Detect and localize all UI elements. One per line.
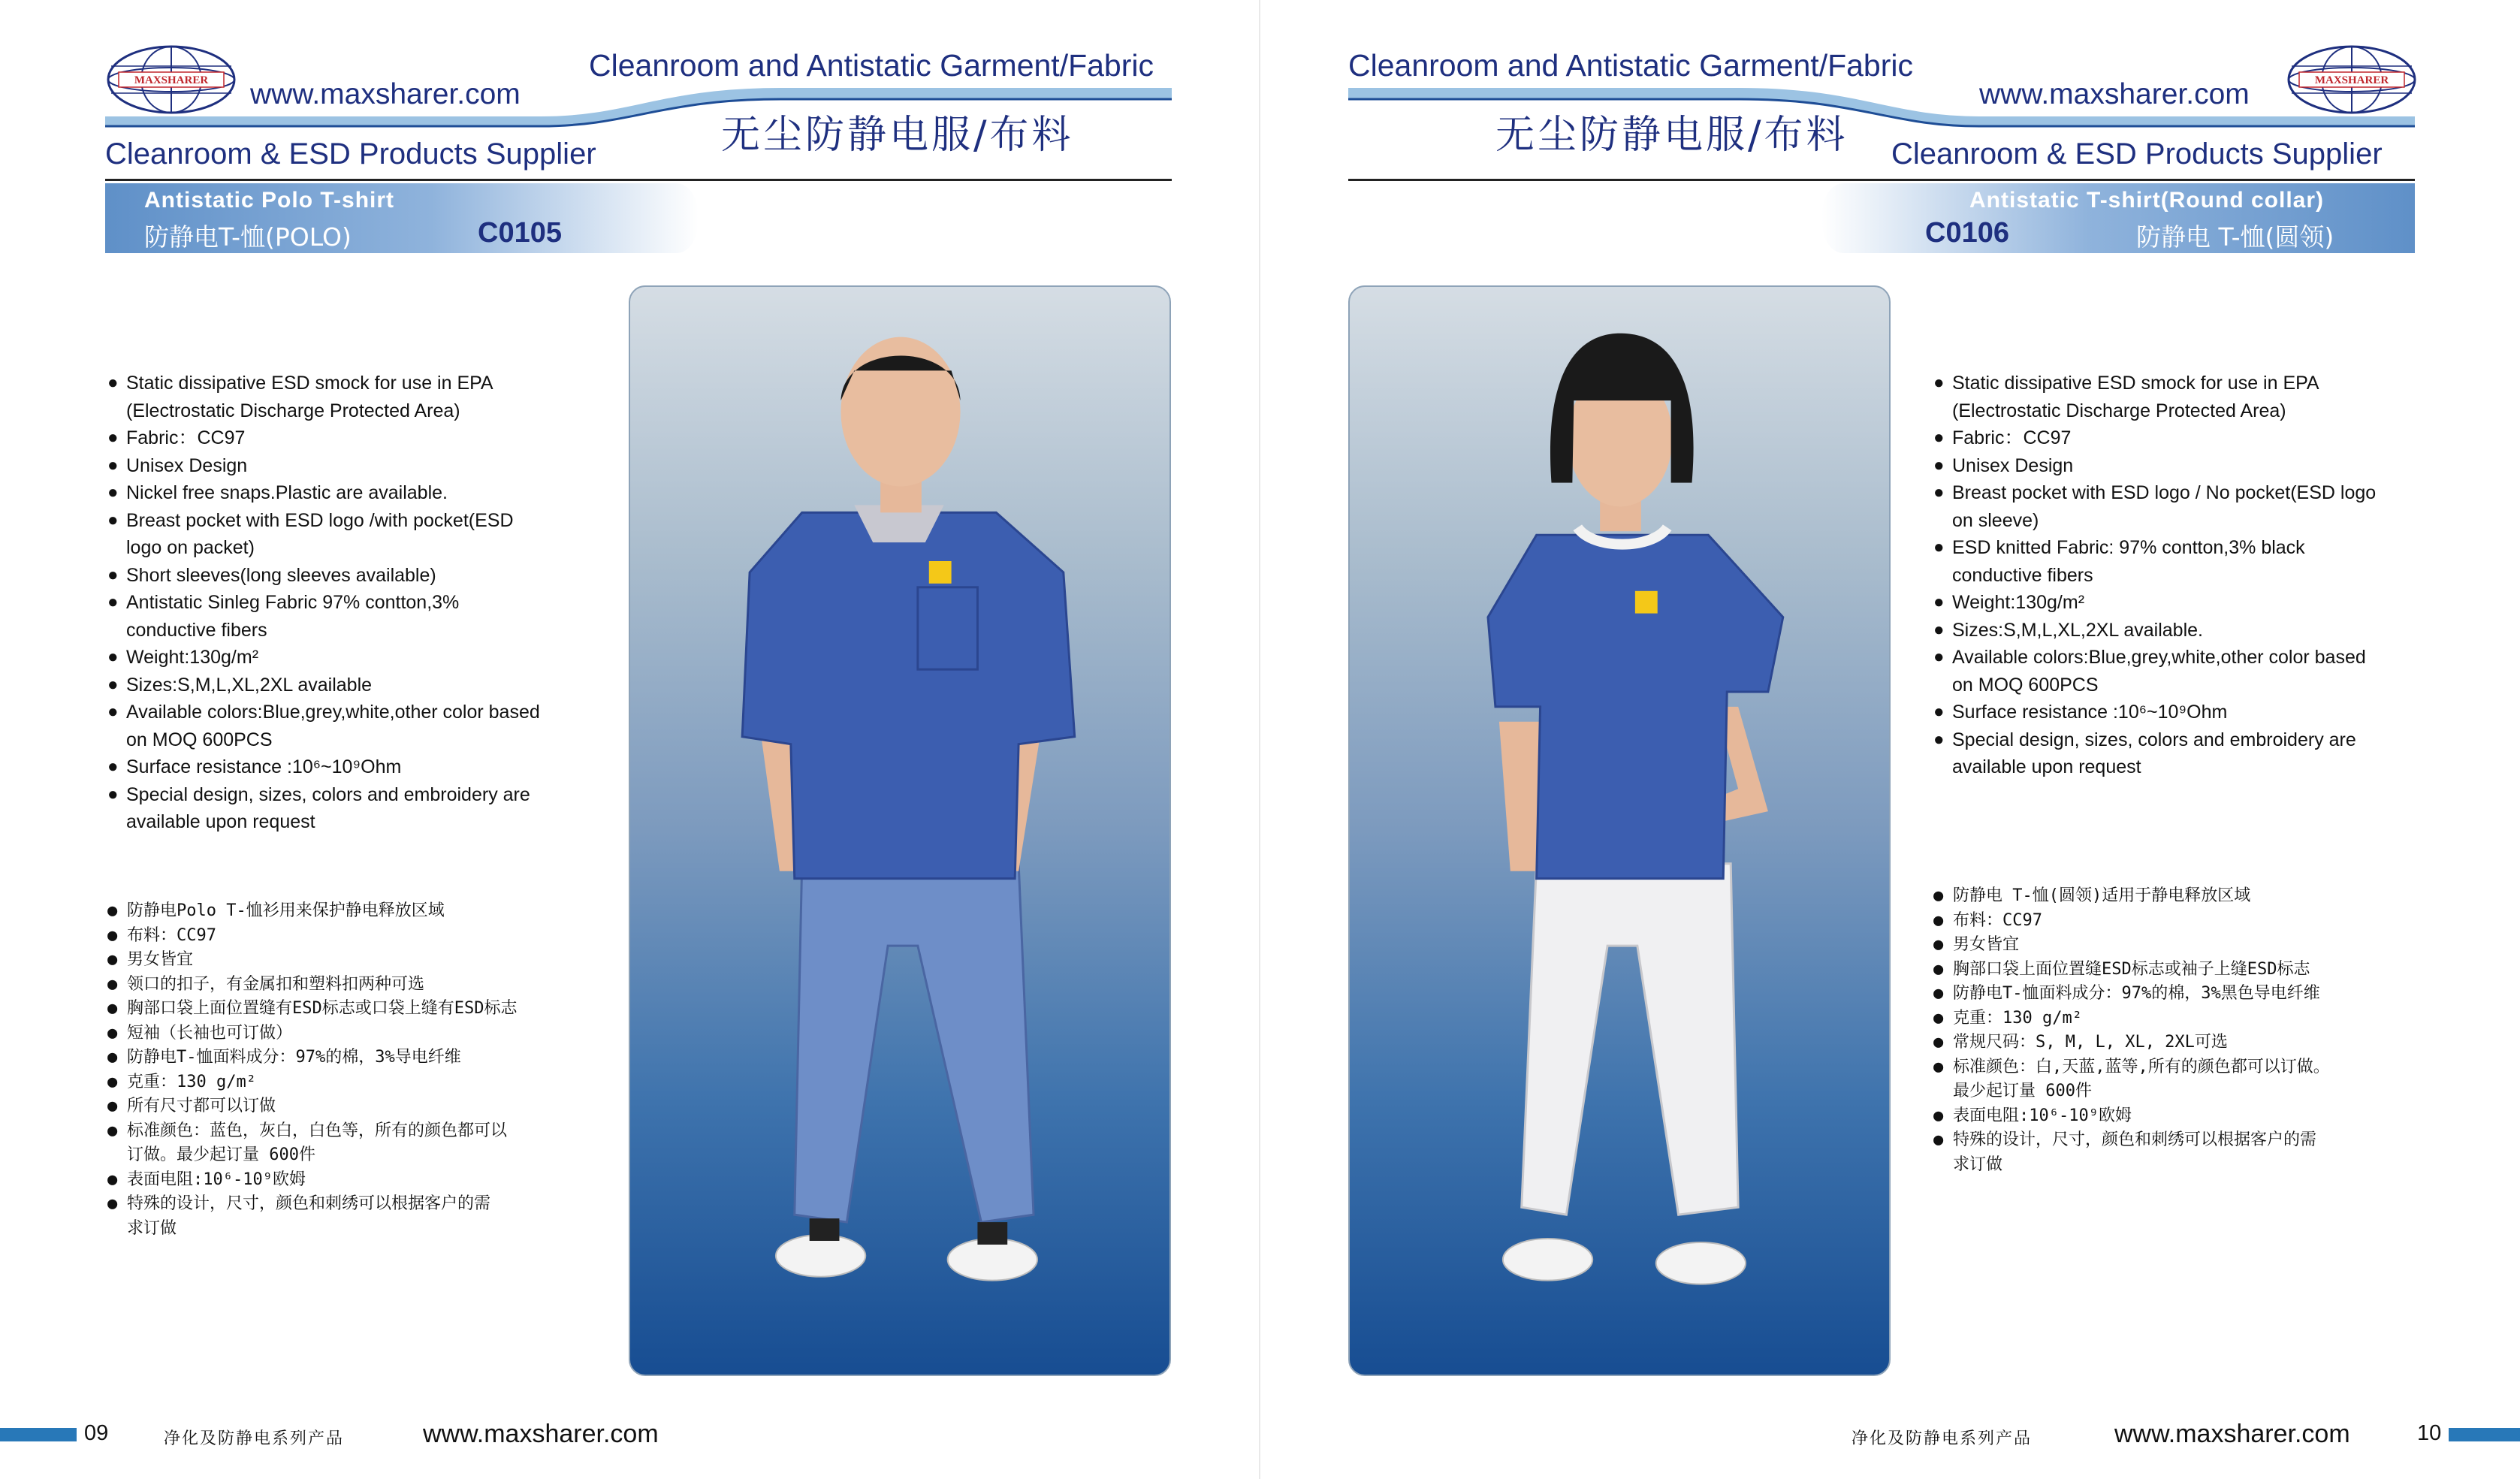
features-cn-list [1933, 884, 2459, 1177]
right-page [1260, 0, 2520, 1479]
product-code: C0105 [478, 217, 562, 249]
feature-cn-item: ● 布料：CC97 [1933, 910, 2042, 930]
page-number: 09 [84, 1421, 109, 1445]
feature-item: ● Special design, sizes, colors and embroidery are available upon request [1933, 729, 2356, 777]
page-number: 10 [2417, 1421, 2442, 1445]
footer-bar [2449, 1428, 2520, 1441]
banner-title-cn: 防静电T-恤(POLO) [144, 222, 352, 252]
feature-cn-item: ● 标准颜色：蓝色，灰白，白色等，所有的颜色都可以 订做。最少起订量 600件 [107, 1121, 508, 1164]
header-rule [1348, 179, 2415, 181]
feature-cn-item: ● 防静电 T-恤(圆领)适用于静电释放区域 [1933, 886, 2251, 905]
feature-item: ● Fabric：CC97 [1933, 427, 2072, 448]
logo-text: MAXSHARER [134, 74, 209, 86]
header-supplier: Cleanroom & ESD Products Supplier [1891, 137, 2383, 171]
header-website[interactable]: www.maxsharer.com [1979, 78, 2250, 110]
feature-cn-item: ● 胸部口袋上面位置缝ESD标志或袖子上缝ESD标志 [1933, 959, 2310, 979]
feature-cn-item: ● 常规尺码：S, M, L, XL, 2XL可选 [1933, 1033, 2228, 1052]
feature-cn-item: ● 表面电阻:10⁶-10⁹欧姆 [1933, 1106, 2132, 1125]
feature-cn-item: ● 领口的扣子，有金属扣和塑料扣两种可选 [107, 974, 425, 994]
model-round-collar-figure [1350, 287, 1889, 1375]
feature-item: ● Static dissipative ESD smock for use in EPA (Electrostatic Discharge Protected Area) [107, 373, 493, 421]
header-title-cn: 无尘防静电服/布料 [1495, 113, 1849, 158]
feature-cn-item: ● 胸部口袋上面位置缝有ESD标志或口袋上缝有ESD标志 [107, 999, 518, 1018]
footer-series-label: 净化及防静电系列产品 [164, 1429, 345, 1448]
footer-website[interactable]: www.maxsharer.com [423, 1420, 659, 1448]
footer-series-label: 净化及防静电系列产品 [1852, 1429, 2033, 1448]
feature-cn-item: ● 男女皆宜 [1933, 935, 2020, 954]
header-rule [105, 179, 1172, 181]
feature-cn-item: ● 克重：130 g/m² [107, 1072, 256, 1091]
header-title-en: Cleanroom and Antistatic Garment/Fabric [1348, 48, 1913, 83]
feature-cn-item: ● 布料：CC97 [107, 925, 216, 945]
footer-bar [0, 1428, 77, 1441]
model-polo-figure [630, 287, 1169, 1375]
feature-cn-item: ● 防静电Polo T-恤衫用来保护静电释放区域 [107, 901, 445, 920]
feature-item: ● Fabric：CC97 [107, 427, 246, 448]
features-en-list [1933, 370, 2459, 781]
feature-cn-item: ● 短袖（长袖也可订做） [107, 1023, 293, 1043]
features-cn-list [107, 899, 633, 1241]
header-supplier: Cleanroom & ESD Products Supplier [105, 137, 596, 171]
feature-item: ● Weight:130g/m² [107, 647, 259, 668]
feature-item: ● Breast pocket with ESD logo /with pocket(ESD logo on packet) [107, 509, 514, 558]
feature-cn-item: ● 防静电T-恤面料成分：97%的棉，3%导电纤维 [107, 1048, 461, 1067]
header-title-cn: 无尘防静电服/布料 [721, 113, 1074, 158]
feature-item: ● ESD knitted Fabric: 97% contton,3% black conductive fibers [1933, 537, 2305, 586]
banner-title-en: Antistatic T-shirt(Round collar) [1969, 188, 2325, 213]
banner-title-en: Antistatic Polo T-shirt [144, 188, 395, 213]
feature-item: ● Static dissipative ESD smock for use in EPA (Electrostatic Discharge Protected Area) [1933, 373, 2319, 421]
feature-item: ● Sizes:S,M,L,XL,2XL available [107, 674, 373, 696]
feature-item: ● Sizes:S,M,L,XL,2XL available. [1933, 619, 2203, 641]
feature-item: ● Unisex Design [1933, 454, 2074, 476]
feature-item: ● Surface resistance :10⁶~10⁹Ohm [1933, 702, 2228, 723]
feature-cn-item: ● 所有尺寸都可以订做 [107, 1097, 276, 1115]
feature-item: ● Nickel free snaps.Plastic are available. [107, 482, 448, 503]
feature-cn-item: ● 特殊的设计，尺寸，颜色和刺绣可以根据客户的需 求订做 [107, 1194, 491, 1238]
header-website[interactable]: www.maxsharer.com [250, 78, 521, 110]
feature-item: ● Antistatic Sinleg Fabric 97% contton,3% conductive fibers [107, 592, 460, 641]
feature-cn-item: ● 标准颜色：白,天蓝,蓝等,所有的颜色都可以订做。 最少起订量 600件 [1933, 1057, 2330, 1100]
header-title-en: Cleanroom and Antistatic Garment/Fabric [589, 48, 1154, 83]
feature-item: ● Weight:130g/m² [1933, 592, 2085, 613]
product-photo-polo [629, 285, 1171, 1376]
banner-title-cn: 防静电 T-恤(圆领) [2136, 222, 2334, 252]
feature-cn-item: ● 特殊的设计，尺寸，颜色和刺绣可以根据客户的需 求订做 [1933, 1130, 2317, 1174]
feature-item: ● Short sleeves(long sleeves available) [107, 564, 436, 586]
feature-item: ● Surface resistance :10⁶~10⁹Ohm [107, 756, 402, 777]
footer-website[interactable]: www.maxsharer.com [2114, 1420, 2350, 1448]
product-code: C0106 [1925, 217, 2009, 249]
feature-item: ● Unisex Design [107, 454, 248, 476]
feature-cn-item: ● 表面电阻:10⁶-10⁹欧姆 [107, 1170, 306, 1189]
feature-item: ● Breast pocket with ESD logo / No pocket(ESD logo on sleeve) [1933, 482, 2377, 531]
feature-item: ● Special design, sizes, colors and embroidery are available upon request [107, 783, 530, 832]
feature-item: ● Available colors:Blue,grey,white,other color based on MOQ 600PCS [107, 702, 540, 750]
feature-cn-item: ● 克重：130 g/m² [1933, 1008, 2082, 1028]
feature-item: ● Available colors:Blue,grey,white,other color based on MOQ 600PCS [1933, 647, 2366, 696]
features-en-list [107, 370, 633, 836]
feature-cn-item: ● 男女皆宜 [107, 950, 194, 969]
product-photo-round-collar [1348, 285, 1891, 1376]
feature-cn-item: ● 防静电T-恤面料成分：97%的棉，3%黑色导电纤维 [1933, 984, 2320, 1003]
logo-text: MAXSHARER [2314, 74, 2389, 86]
